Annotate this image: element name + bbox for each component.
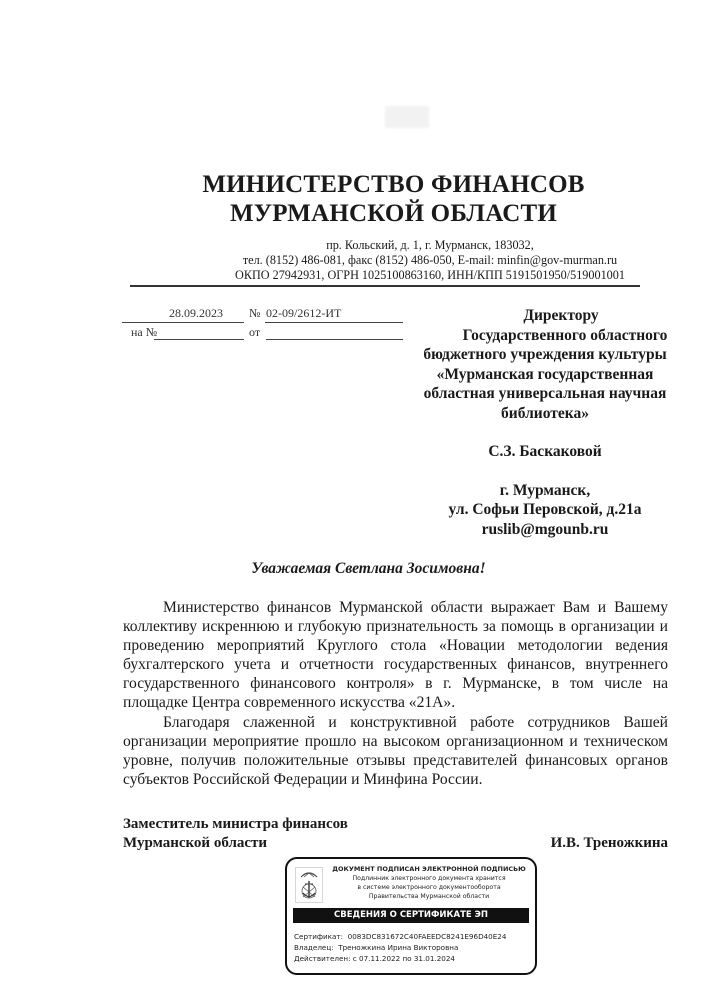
recipient-line: Государственного областного (462, 326, 668, 344)
validity-label: Действителен: (294, 954, 351, 963)
recipient-block (410, 306, 680, 539)
registration-date-line (122, 322, 244, 323)
reference-number-label: на № (131, 325, 158, 339)
recipient-name: С.З. Баскаковой (488, 443, 602, 460)
reference-from-line (266, 339, 403, 340)
body-paragraph: Министерство финансов Мурманской области выражает Вам и Вашему коллективу искреннюю и глубокую признательность за помощь в организации и проведению мероприятий Круглого стола «Новации методологии ведения бухгалтерского учета и отчетности государственных финансов, внутреннего государственного финансового контроля» в г. Мурманске, в том числе на площадке Центра современного искусства «21А». (123, 599, 668, 712)
recipient-email: ruslib@mgounb.ru (481, 520, 609, 538)
letterhead-codes: ОКПО 27942931, ОГРН 1025100863160, ИНН/КПП 5191501950/519001001 (235, 268, 625, 282)
letterhead-address: пр. Кольский, д. 1, г. Мурманск, 183032, (326, 238, 534, 252)
letter-body (123, 598, 668, 789)
owner-label: Владелец: (294, 943, 334, 952)
letterhead-title-line2: МУРМАНСКОЙ ОБЛАСТИ (229, 200, 558, 227)
recipient-city: г. Мурманск, (499, 481, 591, 499)
signature-position-line2: Мурманской области (123, 835, 268, 851)
recipient-line: «Мурманская государственная (436, 365, 654, 383)
recipient-street: ул. Софьи Перовской, д.21а (448, 501, 642, 518)
stamp-header (329, 865, 529, 901)
registration-number-label: № (249, 306, 261, 320)
owner-value: Треножкина Ирина Викторовна (338, 943, 459, 952)
recipient-line: Директору (523, 307, 599, 324)
reference-number-line (154, 339, 244, 340)
stamp-certificate-info (294, 931, 506, 964)
stamp-header-line2: в системе электронного документооборота (357, 884, 501, 891)
stamp-header-title: ДОКУМЕНТ ПОДПИСАН ЭЛЕКТРОННОЙ ПОДПИСЬЮ (332, 865, 526, 873)
stamp-header-line3: Правительства Мурманской области (368, 893, 490, 900)
validity-value: с 07.11.2022 по 31.01.2024 (352, 954, 456, 963)
letterhead-title-line1: МИНИСТЕРСТВО ФИНАНСОВ (202, 171, 585, 198)
signature-position-line1: Заместитель министра финансов (123, 816, 348, 832)
signature-block (123, 815, 668, 853)
certificate-label: Сертификат: (294, 932, 344, 941)
registration-number-line (265, 322, 403, 323)
stamp-header-line1: Подлинник электронного документа хранится (352, 875, 506, 882)
signature-name: И.В. Треножкина (550, 835, 668, 851)
letterhead-contacts: тел. (8152) 486-081, факс (8152) 486-050, E-mail: minfin@gov-murman.ru (242, 253, 618, 267)
recipient-line: бюджетного учреждения культуры (423, 346, 667, 363)
recipient-line: библиотека» (501, 404, 589, 422)
stamp-certificate-bar: СВЕДЕНИЯ О СЕРТИФИКАТЕ ЭП (293, 908, 529, 923)
reference-from-label: от (249, 325, 261, 339)
registration-date: 28.09.2023 (169, 306, 223, 320)
certificate-value: 0083DC831672C40FAEEDC8241E96D40E24 (347, 932, 507, 941)
electronic-signature-stamp (285, 857, 537, 975)
registration-number: 02-09/2612-ИТ (266, 306, 342, 320)
body-paragraph: Благодаря слаженной и конструктивной работе сотрудников Вашей организации мероприятие прошло на высоком организационном и техническом уровне, получив положительные отзывы представителей финансовых органов субъектов Российской Федерации и Минфина России. (123, 713, 668, 788)
coat-of-arms-icon (295, 867, 323, 903)
recipient-line: областная универсальная научная (423, 385, 667, 402)
registration-block (0, 0, 707, 350)
greeting: Уважаемая Светлана Зосимовна! (251, 560, 486, 577)
